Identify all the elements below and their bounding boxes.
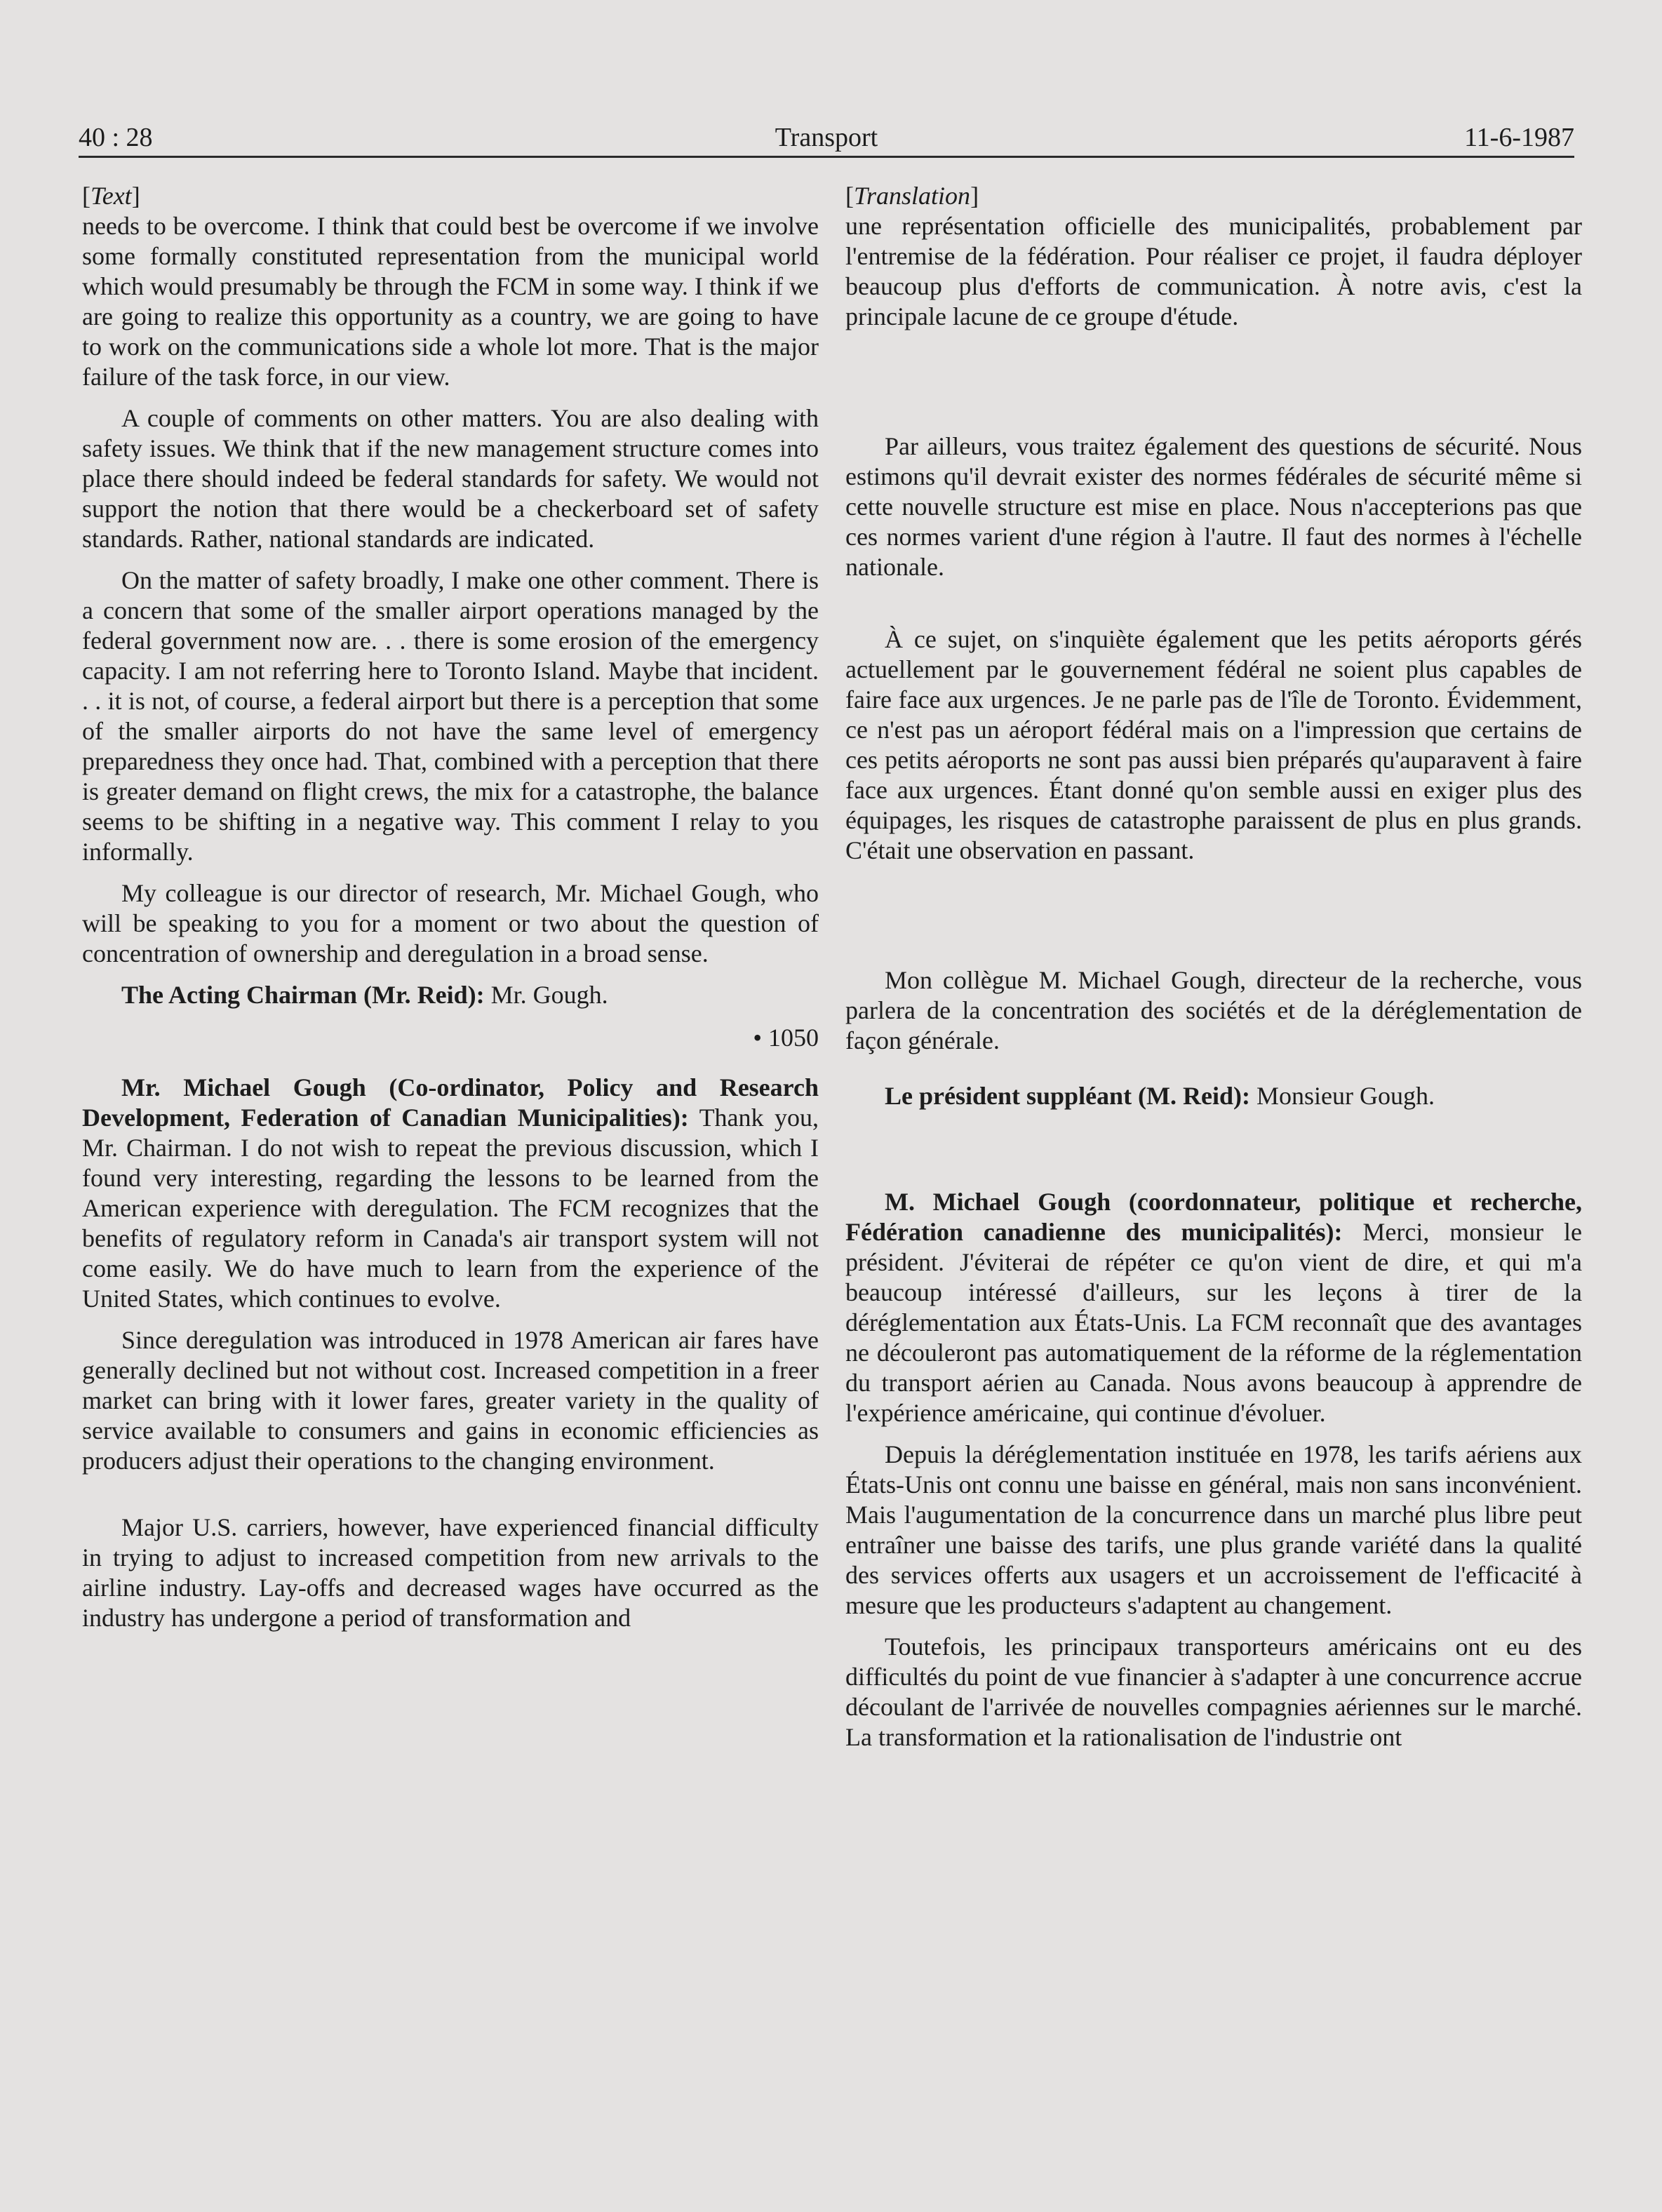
speaker-name: Mr. Michael Gough (Co-ordinator, Policy and Research Development, Federation of Canadian Municipalities): bbox=[82, 1073, 819, 1132]
column-label: [Translation] bbox=[845, 182, 979, 210]
paragraph: On the matter of safety broadly, I make one other comment. There is a concern that some of the smaller airport operations managed by the federal government now are. . . there is some erosion of the emergency capacity. I am not referring here to Toronto Island. Maybe that incident. . . it is not, of course, a federal airport but there is a perception that some of the smaller airports do not have the same level of emergency preparedness they once had. That, combined with a perception that there is greater demand on flight crews, the mix for a catastrophe, the balance seems to be shifting in a negative way. This comment I relay to you informally. bbox=[82, 566, 819, 866]
paragraph: Mon collègue M. Michael Gough, directeur de la recherche, vous parlera de la concentration des sociétés et de la déréglementation de façon générale. bbox=[845, 966, 1582, 1054]
paragraph: needs to be overcome. I think that could best be overcome if we involve some formally constituted representation from the municipal world which would presumably be through the FCM in some way. I think if we are going to realize this opportunity as a country, we are going to have to work on the communications side a whole lot more. That is the major failure of the task force, in our view. bbox=[82, 212, 819, 391]
paragraph: My colleague is our director of research, Mr. Michael Gough, who will be speaking to you for a moment or two about the question of concentration of ownership and deregulation in a broad sense. bbox=[82, 879, 819, 967]
page-header bbox=[79, 118, 1574, 157]
time-marker: • 1050 bbox=[753, 1024, 819, 1052]
header-rule bbox=[79, 156, 1574, 158]
page-date: 11-6-1987 bbox=[1464, 123, 1574, 152]
english-column bbox=[82, 181, 819, 1633]
speaker-name: Le président suppléant (M. Reid): bbox=[885, 1082, 1250, 1110]
paragraph: Depuis la déréglementation instituée en 1978, les tarifs aériens aux États-Unis ont connu une baisse en général, mais non sans inconvénient. Mais l'augumentation de la concurrence dans un marché plus libre peut entraîner une baisse des tarifs, une plus grande variété dans la qualité des services offerts aux usagers et un accroissement de l'efficacité à mesure que les producteurs s'adaptent au changement. bbox=[845, 1440, 1582, 1619]
paragraph: Major U.S. carriers, however, have experienced financial difficulty in trying to adjust to increased competition from new arrivals to the airline industry. Lay-offs and decreased wages have occurred as the industry has undergone a period of transformation and bbox=[82, 1513, 819, 1632]
speaker-paragraph: M. Michael Gough (coordonnateur, politique et recherche, Fédération canadienne des municipalités): Merci, monsieur le président. J'éviterai de répéter ce qu'on vient de dire, et qui m'a beaucoup intéressé d'ailleurs, sur les leçons à tirer de la déréglementation aux États-Unis. La FCM reconnaît que des avantages ne découleront pas automatiquement de la réforme de la réglementation du transport aérien au Canada. Nous avons beaucoup à apprendre de l'expérience américaine, qui continue d'évoluer. bbox=[845, 1188, 1582, 1427]
page-number: 40 : 28 bbox=[79, 123, 153, 152]
column-label: [Text] bbox=[82, 182, 140, 210]
paragraph: À ce sujet, on s'inquiète également que les petits aéroports gérés actuellement par le gouvernement fédéral ne soient plus capables de faire face aux urgences. Je ne parle pas de l'île de Toronto. Évidemment, ce n'est pas un aéroport fédéral mais on a l'impression que certains de ces petits aéroports ne sont pas aussi bien préparés qu'auparavent à faire face aux urgences. Étant donné qu'on semble aussi en exiger plus des équipages, les risques de catastrophe paraissent de plus en plus grands. C'était une observation en passant. bbox=[845, 625, 1582, 864]
paragraph: Since deregulation was introduced in 1978 American air fares have generally declined but not without cost. Increased competition in a freer market can bring with it lower fares, greater variety in the quality of service available to consumers and gains in economic efficiencies as producers adjust their operations to the changing environment. bbox=[82, 1326, 819, 1475]
page-title: Transport bbox=[775, 123, 878, 152]
paragraph: une représentation officielle des municipalités, probablement par l'entremise de la fédération. Pour réaliser ce projet, il faudra déployer beaucoup plus d'efforts de communication. À notre avis, c'est la principale lacune de ce groupe d'étude. bbox=[845, 212, 1582, 330]
speaker-name: M. Michael Gough (coordonnateur, politique et recherche, Fédération canadienne des municipalités): bbox=[845, 1188, 1582, 1246]
speaker-name: The Acting Chairman (Mr. Reid): bbox=[121, 981, 485, 1009]
speaker-paragraph: Mr. Michael Gough (Co-ordinator, Policy and Research Development, Federation of Canadian Municipalities): Thank you, Mr. Chairman. I do not wish to repeat the previous discussion, which I found very interesting, regarding the lessons to be learned from the American experience with deregulation. The FCM recognizes that the benefits of regulatory reform in Canada's air transport system will not come easily. We do have much to learn from the experience of the United States, which continues to evolve. bbox=[82, 1073, 819, 1313]
french-column bbox=[845, 181, 1582, 1752]
paragraph: Toutefois, les principaux transporteurs américains ont eu des difficultés du point de vue financier à s'adapter à une concurrence accrue découlant de l'arrivée de nouvelles compagnies aériennes sur le marché. La transformation et la rationalisation de l'industrie ont bbox=[845, 1633, 1582, 1751]
speaker-line: Le président suppléant (M. Reid): Monsieur Gough. bbox=[885, 1082, 1435, 1110]
paragraph: A couple of comments on other matters. You are also dealing with safety issues. We think that if the new management structure comes into place there should indeed be federal standards for safety. We would not support the notion that there would be a checkerboard set of safety standards. Rather, national standards are indicated. bbox=[82, 404, 819, 553]
paragraph: Par ailleurs, vous traitez également des questions de sécurité. Nous estimons qu'il devrait exister des normes fédérales de sécurité même si cette nouvelle structure est mise en place. Nous n'accepterions pas que ces normes varient d'une région à l'autre. Il faut des normes à l'échelle nationale. bbox=[845, 432, 1582, 581]
speaker-line: The Acting Chairman (Mr. Reid): Mr. Gough. bbox=[121, 981, 608, 1009]
